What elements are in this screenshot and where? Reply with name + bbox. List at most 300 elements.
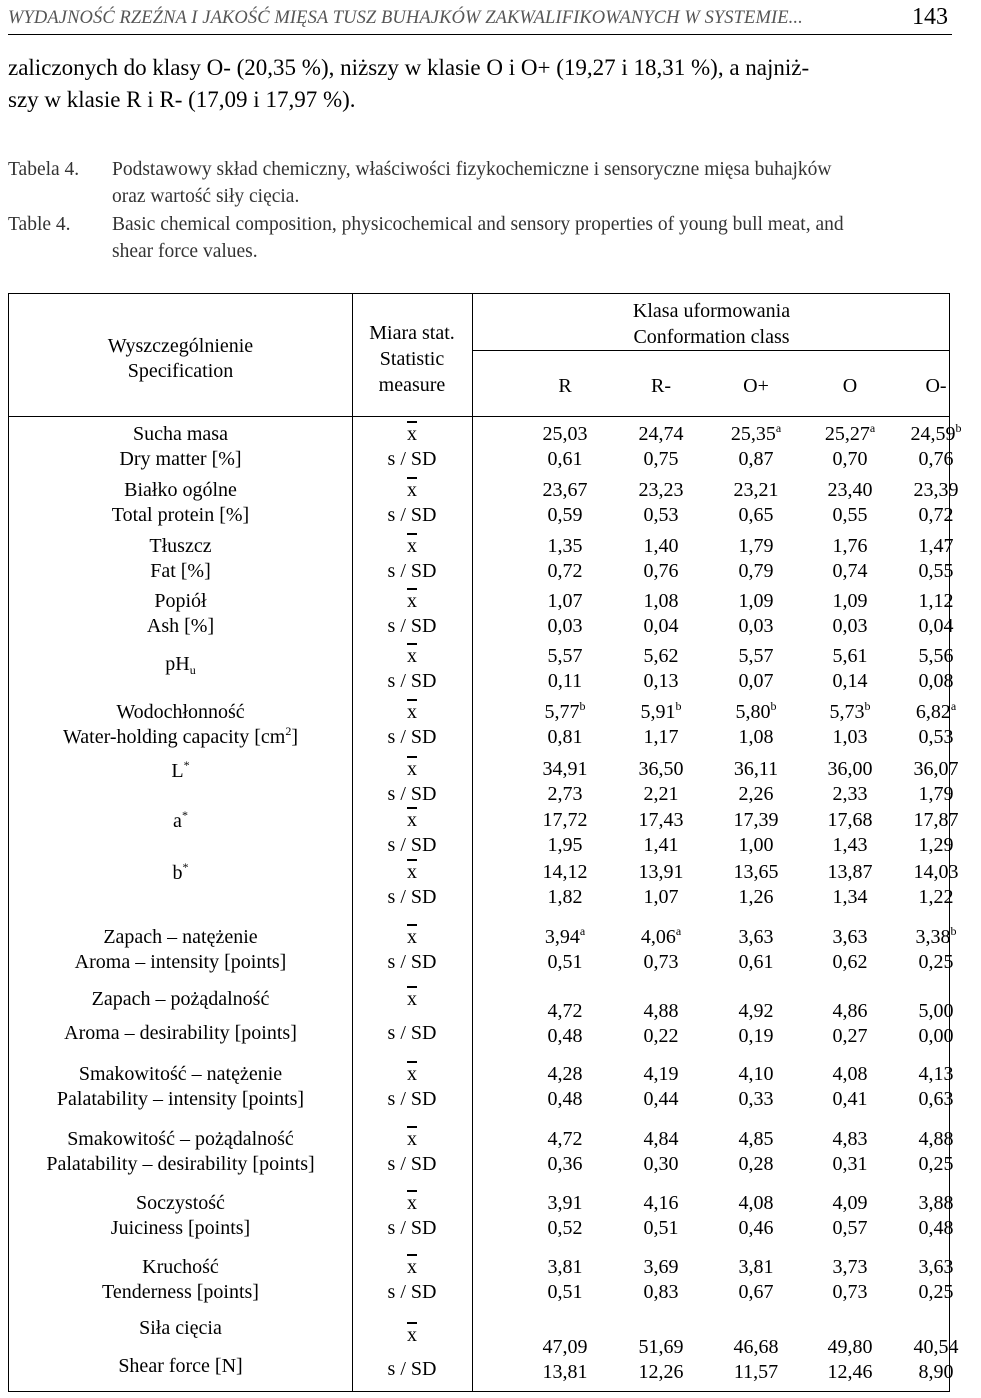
mean-value [805, 589, 895, 614]
row-label-en [9, 1021, 352, 1046]
row-label-en-superscript: 2 [285, 724, 292, 738]
stat-mean-symbol: $\overline{x}$ [407, 926, 417, 948]
row-label-en-text: Aroma – desirability [points] [64, 1022, 297, 1044]
mean-value [616, 1335, 706, 1360]
stat-sd-symbol: s / SD [387, 615, 437, 637]
stat-sd-symbol: s / SD [387, 1217, 437, 1239]
mean-value [520, 422, 610, 447]
sd-value: 0,76 [918, 448, 954, 470]
row-label-en [9, 725, 352, 750]
sd-value: 0,25 [918, 1281, 954, 1303]
mean-value [711, 1255, 801, 1280]
mean-value [891, 1255, 981, 1280]
mean-value-text: 4,88 [643, 1000, 679, 1022]
mean-value [520, 700, 610, 725]
row-label-pl: Soczystość [136, 1192, 225, 1214]
mean-value-text: 4,10 [738, 1063, 774, 1085]
row-label-en [9, 1280, 352, 1305]
sd-value: 0,70 [832, 448, 868, 470]
sd-value: 0,33 [738, 1088, 774, 1110]
sd-value: 0,63 [918, 1088, 954, 1110]
row-label-en-text: Shear force [N] [118, 1355, 243, 1377]
mean-value-text: 25,03 [542, 423, 588, 445]
mean-value [711, 860, 801, 885]
significance-letter: a [950, 699, 957, 713]
stat-sd-symbol: s / SD [387, 886, 437, 908]
caption-label: Table 4. [8, 214, 71, 235]
mean-value [711, 589, 801, 614]
mean-value-text: 13,65 [733, 861, 779, 883]
caption-text: Basic chemical composition, physicochemical and sensory properties of young bull meat, and [112, 214, 844, 235]
mean-value-text: 40,54 [913, 1336, 959, 1358]
stat-sd-symbol: s / SD [387, 1281, 437, 1303]
stat-sd-symbol: s / SD [387, 1153, 437, 1175]
mean-value [616, 644, 706, 669]
mean-value [616, 589, 706, 614]
mean-value-text: 17,43 [638, 809, 684, 831]
header-class-en: Conformation class [633, 326, 790, 348]
significance-letter: b [579, 699, 586, 713]
mean-value [891, 757, 981, 782]
mean-value [711, 700, 801, 725]
significance-letter: b [955, 421, 962, 435]
mean-value [616, 1191, 706, 1216]
mean-value-text: 3,63 [832, 926, 868, 948]
mean-value [711, 1062, 801, 1087]
row-label-en [9, 1354, 352, 1379]
mean-value [891, 700, 981, 725]
sd-value: 0,61 [738, 951, 774, 973]
mean-value-text: 23,40 [827, 479, 873, 501]
mean-value [520, 999, 610, 1024]
row-label-pl: Smakowitość – pożądalność [67, 1128, 294, 1150]
sd-value: 0,74 [832, 560, 868, 582]
mean-value [805, 1127, 895, 1152]
row-label-pl: Tłuszcz [149, 535, 212, 557]
sd-value: 0,87 [738, 448, 774, 470]
sd-value: 2,21 [643, 783, 679, 805]
mean-value [711, 757, 801, 782]
sd-value: 1,82 [547, 886, 583, 908]
mean-value-text: 3,81 [738, 1256, 774, 1278]
row-label-pl: Sucha masa [133, 423, 228, 445]
mean-value-text: 4,72 [547, 1000, 583, 1022]
sd-value: 1,22 [918, 886, 954, 908]
sd-value: 0,53 [918, 726, 954, 748]
mean-value-text: 4,72 [547, 1128, 583, 1150]
sd-value: 0,73 [643, 951, 679, 973]
caption-text: Podstawowy skład chemiczny, właściwości fizykochemiczne i sensoryczne mięsa buhajków [112, 159, 832, 180]
mean-value-text: 5,62 [643, 645, 679, 667]
mean-value-text: 3,81 [547, 1256, 583, 1278]
mean-value [805, 478, 895, 503]
row-label-superscript: * [181, 808, 188, 822]
sd-value: 0,51 [643, 1217, 679, 1239]
mean-value [891, 422, 981, 447]
intro-line: szy w klasie R i R- (17,09 i 17,97 %). [8, 87, 356, 112]
mean-value-text: 4,16 [643, 1192, 679, 1214]
sd-value: 0,03 [547, 615, 583, 637]
mean-value-text: 4,08 [832, 1063, 868, 1085]
mean-value-text: 3,88 [918, 1192, 954, 1214]
stat-mean-symbol: $\overline{x}$ [407, 1324, 417, 1346]
mean-value [891, 1335, 981, 1360]
sd-value: 0,48 [918, 1217, 954, 1239]
stat-sd-symbol: s / SD [387, 504, 437, 526]
sd-value: 12,46 [827, 1361, 873, 1383]
sd-value: 0,44 [643, 1088, 679, 1110]
mean-value-text: 3,69 [643, 1256, 679, 1278]
mean-value [616, 757, 706, 782]
mean-value [805, 422, 895, 447]
header-class-pl: Klasa uformowania [632, 300, 791, 322]
mean-value [805, 644, 895, 669]
sd-value: 1,26 [738, 886, 774, 908]
mean-value-text: 5,77 [544, 701, 580, 723]
stat-mean-symbol: $\overline{x}$ [407, 988, 417, 1010]
mean-value-text: 23,67 [542, 479, 588, 501]
row-label-superscript: * [183, 758, 190, 772]
sd-value: 0,11 [547, 670, 583, 692]
row-label [9, 809, 352, 834]
mean-value-text: 4,08 [738, 1192, 774, 1214]
sd-value: 0,57 [832, 1217, 868, 1239]
mean-value [891, 808, 981, 833]
mean-value-text: 24,74 [638, 423, 684, 445]
stat-sd-symbol: s / SD [387, 726, 437, 748]
sd-value: 0,65 [738, 504, 774, 526]
sd-value: 0,00 [918, 1025, 954, 1047]
row-label-en [9, 559, 352, 584]
row-label-en-end: ] [291, 726, 298, 748]
mean-value [891, 1191, 981, 1216]
sd-value: 1,43 [832, 834, 868, 856]
mean-value [805, 1191, 895, 1216]
sd-value: 1,08 [738, 726, 774, 748]
mean-value [805, 757, 895, 782]
mean-value [616, 1062, 706, 1087]
mean-value-text: 5,91 [640, 701, 676, 723]
mean-value-text: 6,82 [915, 701, 951, 723]
row-label-pl: Smakowitość – natężenie [78, 1063, 283, 1085]
stat-mean-symbol: $\overline{x}$ [407, 809, 417, 831]
stat-mean-symbol: $\overline{x}$ [407, 590, 417, 612]
sd-value: 13,81 [542, 1361, 588, 1383]
sd-value: 0,55 [832, 504, 868, 526]
mean-value [616, 478, 706, 503]
mean-value-text: 4,09 [832, 1192, 868, 1214]
mean-value-text: 5,57 [738, 645, 774, 667]
mean-value-text: 14,12 [542, 861, 588, 883]
mean-value [520, 1127, 610, 1152]
mean-value [520, 644, 610, 669]
sd-value: 0,13 [643, 670, 679, 692]
sd-value: 1,00 [738, 834, 774, 856]
mean-value [805, 1255, 895, 1280]
mean-value-text: 23,21 [733, 479, 779, 501]
mean-value-text: 5,61 [832, 645, 868, 667]
row-label-en [9, 950, 352, 975]
row-label-main: L [171, 760, 184, 782]
significance-letter: a [579, 924, 586, 938]
row-label [9, 861, 352, 886]
mean-value-text: 23,23 [638, 479, 684, 501]
row-label-main: a [173, 810, 182, 832]
sd-value: 0,30 [643, 1153, 679, 1175]
significance-letter: b [770, 699, 777, 713]
intro-paragraph [8, 52, 952, 116]
stat-mean-symbol: $\overline{x}$ [407, 701, 417, 723]
mean-value [616, 1255, 706, 1280]
mean-value [520, 534, 610, 559]
mean-value [891, 1062, 981, 1087]
sd-value: 0,53 [643, 504, 679, 526]
mean-value-text: 4,28 [547, 1063, 583, 1085]
mean-value [891, 999, 981, 1024]
sd-value: 1,41 [643, 834, 679, 856]
sd-value: 0,59 [547, 504, 583, 526]
mean-value [711, 644, 801, 669]
mean-value-text: 36,00 [827, 758, 873, 780]
mean-value [891, 534, 981, 559]
stat-sd-symbol: s / SD [387, 670, 437, 692]
sd-value: 0,52 [547, 1217, 583, 1239]
sd-value: 0,62 [832, 951, 868, 973]
mean-value-text: 4,88 [918, 1128, 954, 1150]
header-class-1: R- [651, 375, 671, 397]
mean-value-text: 25,35 [730, 423, 776, 445]
row-label-en [9, 447, 352, 472]
sd-value: 1,95 [547, 834, 583, 856]
mean-value-text: 36,07 [913, 758, 959, 780]
sd-value: 0,51 [547, 951, 583, 973]
row-label-pl: Wodochłonność [116, 701, 245, 723]
mean-value-text: 4,84 [643, 1128, 679, 1150]
mean-value-text: 3,63 [918, 1256, 954, 1278]
mean-value-text: 13,87 [827, 861, 873, 883]
mean-value [711, 1191, 801, 1216]
mean-value-text: 13,91 [638, 861, 684, 883]
stat-sd-symbol: s / SD [387, 834, 437, 856]
mean-value-text: 3,38 [915, 926, 951, 948]
mean-value-text: 1,09 [738, 590, 774, 612]
mean-value-text: 47,09 [542, 1336, 588, 1358]
row-label-en [9, 503, 352, 528]
row-label-en-text: Juiciness [points] [110, 1217, 251, 1239]
running-head [8, 4, 952, 35]
mean-value [520, 589, 610, 614]
row-label-superscript: * [182, 860, 189, 874]
sd-value: 1,07 [643, 886, 679, 908]
page-number: 143 [912, 4, 948, 30]
mean-value [711, 999, 801, 1024]
table-header-rule [9, 416, 949, 417]
mean-value [520, 860, 610, 885]
sd-value: 0,19 [738, 1025, 774, 1047]
mean-value [711, 422, 801, 447]
mean-value [891, 478, 981, 503]
header-specification-en: Specification [127, 360, 234, 382]
mean-value-text: 23,39 [913, 479, 959, 501]
sd-value: 0,27 [832, 1025, 868, 1047]
sd-value: 0,41 [832, 1088, 868, 1110]
mean-value [891, 925, 981, 950]
mean-value [711, 1127, 801, 1152]
sd-value: 0,31 [832, 1153, 868, 1175]
significance-letter: a [869, 421, 876, 435]
sd-value: 0,61 [547, 448, 583, 470]
row-label-en-text: Dry matter [%] [119, 448, 242, 470]
mean-value-text: 34,91 [542, 758, 588, 780]
mean-value-text: 1,47 [918, 535, 954, 557]
stat-sd-symbol: s / SD [387, 783, 437, 805]
stat-mean-symbol: $\overline{x}$ [407, 1128, 417, 1150]
row-label-en-text: Water-holding capacity [cm [62, 726, 286, 748]
mean-value [616, 925, 706, 950]
sd-value: 0,28 [738, 1153, 774, 1175]
row-label [9, 759, 352, 784]
sd-value: 0,72 [547, 560, 583, 582]
stat-sd-symbol: s / SD [387, 951, 437, 973]
mean-value [805, 860, 895, 885]
header-class-2: O+ [743, 375, 769, 397]
row-label-pl: Zapach – natężenie [103, 926, 258, 948]
mean-value-text: 24,59 [910, 423, 956, 445]
row-label-en-text: Fat [%] [150, 560, 211, 582]
sd-value: 1,29 [918, 834, 954, 856]
mean-value-text: 1,76 [832, 535, 868, 557]
sd-value: 1,03 [832, 726, 868, 748]
mean-value-text: 17,39 [733, 809, 779, 831]
sd-value: 1,34 [832, 886, 868, 908]
sd-value: 0,79 [738, 560, 774, 582]
mean-value-text: 5,73 [829, 701, 865, 723]
mean-value [616, 700, 706, 725]
row-label-pl: Zapach – pożądalność [91, 988, 270, 1010]
stat-mean-symbol: $\overline{x}$ [407, 645, 417, 667]
sd-value: 0,76 [643, 560, 679, 582]
running-head-title: WYDAJNOŚĆ RZEŹNA I JAKOŚĆ MIĘSA TUSZ BUHAJKÓW ZAKWALIFIKOWANYCH W SYSTEMIE... [8, 8, 803, 28]
stat-mean-symbol: $\overline{x}$ [407, 758, 417, 780]
sd-value: 0,07 [738, 670, 774, 692]
significance-letter: b [675, 699, 682, 713]
mean-value-text: 5,57 [547, 645, 583, 667]
mean-value [616, 422, 706, 447]
row-label-en-text: Palatability – intensity [points] [56, 1088, 305, 1110]
mean-value-text: 4,85 [738, 1128, 774, 1150]
sd-value: 0,75 [643, 448, 679, 470]
mean-value-text: 1,09 [832, 590, 868, 612]
mean-value-text: 36,50 [638, 758, 684, 780]
mean-value [805, 999, 895, 1024]
stat-mean-symbol: $\overline{x}$ [407, 535, 417, 557]
mean-value [805, 700, 895, 725]
row-label-en-text: Tenderness [points] [102, 1281, 259, 1303]
sd-value: 0,83 [643, 1281, 679, 1303]
sd-value: 8,90 [918, 1361, 954, 1383]
significance-letter: b [864, 699, 871, 713]
sd-value: 12,26 [638, 1361, 684, 1383]
sd-value: 0,04 [918, 615, 954, 637]
mean-value-text: 4,86 [832, 1000, 868, 1022]
row-label-en-text: Ash [%] [146, 615, 215, 637]
mean-value [520, 1255, 610, 1280]
mean-value-text: 1,12 [918, 590, 954, 612]
header-measure-pl: Miara stat. [369, 322, 455, 344]
sd-value: 1,79 [918, 783, 954, 805]
caption-label: Tabela 4. [8, 159, 80, 180]
mean-value [805, 925, 895, 950]
sd-value: 0,08 [918, 670, 954, 692]
sd-value: 0,81 [547, 726, 583, 748]
sd-value: 0,04 [643, 615, 679, 637]
table-column-divider [472, 294, 473, 1391]
sd-value: 0,03 [832, 615, 868, 637]
mean-value [616, 1127, 706, 1152]
sd-value: 1,17 [643, 726, 679, 748]
row-label-en-text: Total protein [%] [111, 504, 250, 526]
mean-value [711, 925, 801, 950]
mean-value [520, 925, 610, 950]
mean-value [520, 478, 610, 503]
sd-value: 0,51 [547, 1281, 583, 1303]
mean-value-text: 1,35 [547, 535, 583, 557]
mean-value [891, 1127, 981, 1152]
mean-value [520, 1335, 610, 1360]
mean-value-text: 51,69 [638, 1336, 684, 1358]
sd-value: 0,72 [918, 504, 954, 526]
mean-value [891, 644, 981, 669]
mean-value [711, 478, 801, 503]
stat-mean-symbol: $\overline{x}$ [407, 423, 417, 445]
sd-value: 0,67 [738, 1281, 774, 1303]
mean-value-text: 1,40 [643, 535, 679, 557]
intro-line: zaliczonych do klasy O- (20,35 %), niższy w klasie O i O+ (19,27 i 18,31 %), a najniż- [8, 55, 810, 80]
mean-value [520, 808, 610, 833]
sd-value: 0,25 [918, 1153, 954, 1175]
row-label-en-text: Aroma – intensity [points] [74, 951, 287, 973]
mean-value [805, 534, 895, 559]
stat-mean-symbol: $\overline{x}$ [407, 1192, 417, 1214]
mean-value [711, 534, 801, 559]
sd-value: 0,22 [643, 1025, 679, 1047]
mean-value-text: 5,00 [918, 1000, 954, 1022]
stat-sd-symbol: s / SD [387, 560, 437, 582]
sd-value: 0,03 [738, 615, 774, 637]
mean-value-text: 3,91 [547, 1192, 583, 1214]
stat-mean-symbol: $\overline{x}$ [407, 1256, 417, 1278]
mean-value-text: 49,80 [827, 1336, 873, 1358]
stat-sd-symbol: s / SD [387, 1088, 437, 1110]
row-label-subscript: u [189, 663, 196, 677]
significance-letter: a [675, 924, 682, 938]
row-label-main: pH [165, 653, 190, 675]
mean-value-text: 17,87 [913, 809, 959, 831]
caption-text: shear force values. [112, 241, 258, 262]
mean-value-text: 4,19 [643, 1063, 679, 1085]
mean-value [805, 1335, 895, 1360]
mean-value [520, 1191, 610, 1216]
mean-value-text: 4,13 [918, 1063, 954, 1085]
header-class-3: O [842, 375, 858, 397]
header-class-4: O- [925, 375, 947, 397]
data-table [8, 293, 962, 1392]
stat-sd-symbol: s / SD [387, 1358, 437, 1380]
sd-value: 0,48 [547, 1088, 583, 1110]
mean-value-text: 4,92 [738, 1000, 774, 1022]
mean-value [520, 1062, 610, 1087]
mean-value [520, 757, 610, 782]
